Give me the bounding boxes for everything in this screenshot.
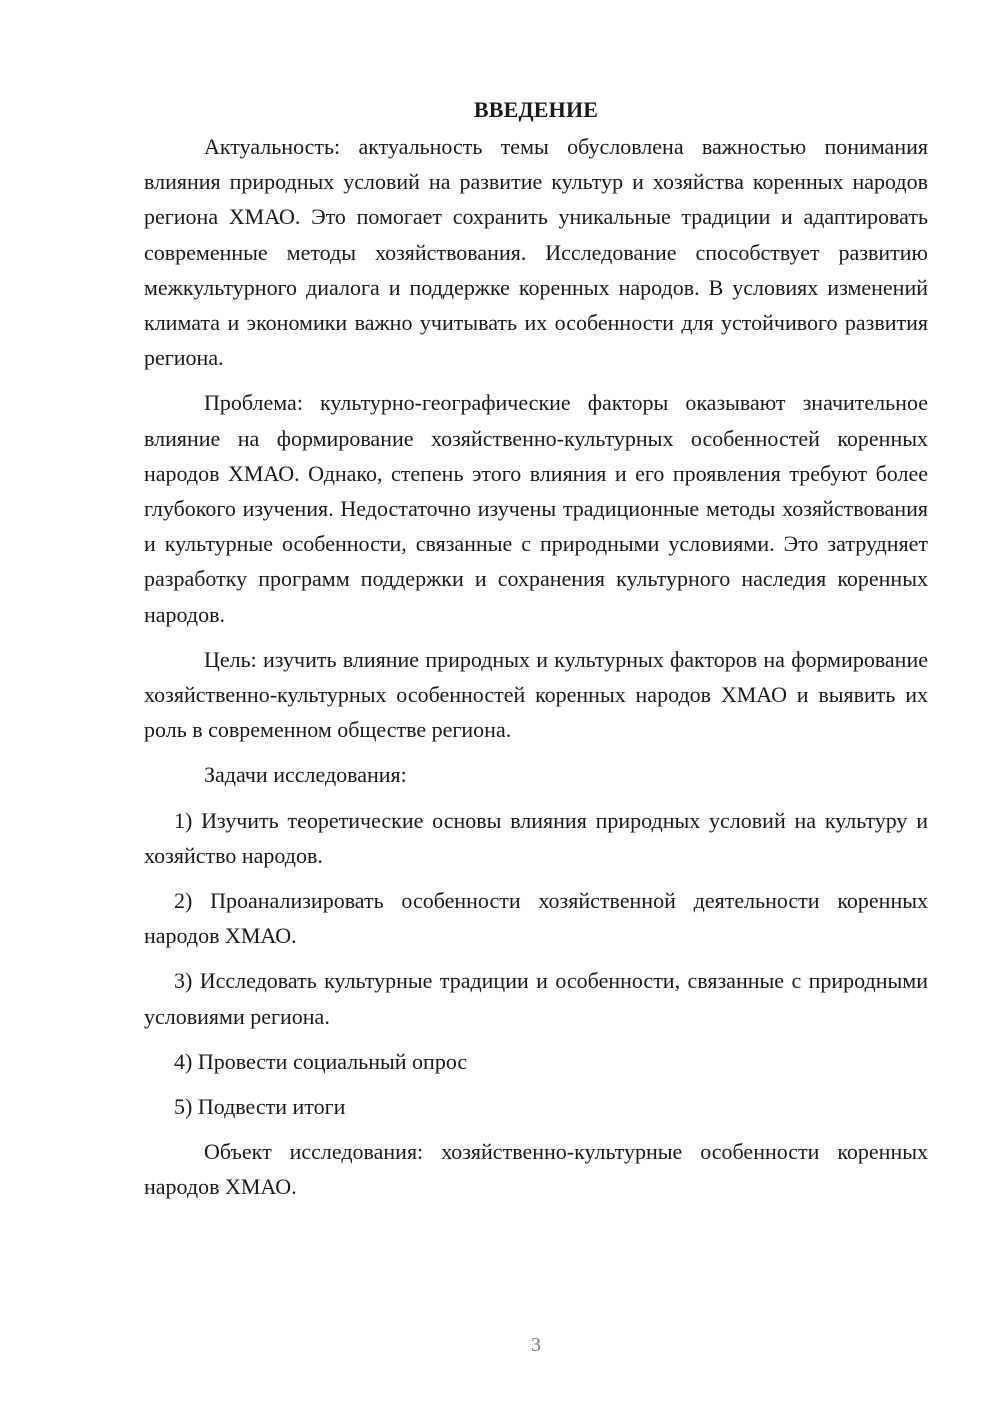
problem-paragraph: Проблема: культурно-географические факторы оказывают значительное влияние на формирование хозяйственно-культурных особенностей коренных народов ХМАО. Однако, степень этого влияния и его проявления требуют более глубокого изучения. Недостаточно изучены традиционные методы хозяйствования и культурные особенности, связанные с природными условиями. Это затрудняет разработку программ поддержки и сохранения культурного наследия коренных народов. [144,390,928,627]
goal-paragraph: Цель: изучить влияние природных и культурных факторов на формирование хозяйственно-культурных особенностей коренных народов ХМАО и выявить их роль в современном обществе региона. [144,646,928,743]
object-paragraph: Объект исследования: хозяйственно-культурные особенности коренных народов ХМАО. [144,1139,928,1200]
task-item: 2) Проанализировать особенности хозяйственной деятельности коренных народов ХМАО. [144,888,928,949]
task-item: 1) Изучить теоретические основы влияния природных условий на культуру и хозяйство народов. [144,807,928,868]
section-title: ВВЕДЕНИЕ [473,97,599,122]
tasks-list [144,803,928,1125]
task-item: 4) Провести социальный опрос [174,1048,468,1074]
tasks-heading: Задачи исследования: [204,762,407,788]
relevance-paragraph: Актуальность: актуальность темы обусловлена важностью понимания влияния природных условий на развитие культур и хозяйства коренных народов региона ХМАО. Это помогает сохранить уникальные традиции и адаптировать современные методы хозяйствования. Исследование способствует развитию межкультурного диалога и поддержке коренных народов. В условиях изменений климата и экономики важно учитывать их особенности для устойчивого развития региона. [144,134,928,371]
task-item: 5) Подвести итоги [174,1094,346,1120]
task-item: 3) Исследовать культурные традиции и особенности, связанные с природными условиями региона. [144,968,928,1029]
page-content [144,92,928,1215]
page-number: 3 [531,1334,541,1356]
